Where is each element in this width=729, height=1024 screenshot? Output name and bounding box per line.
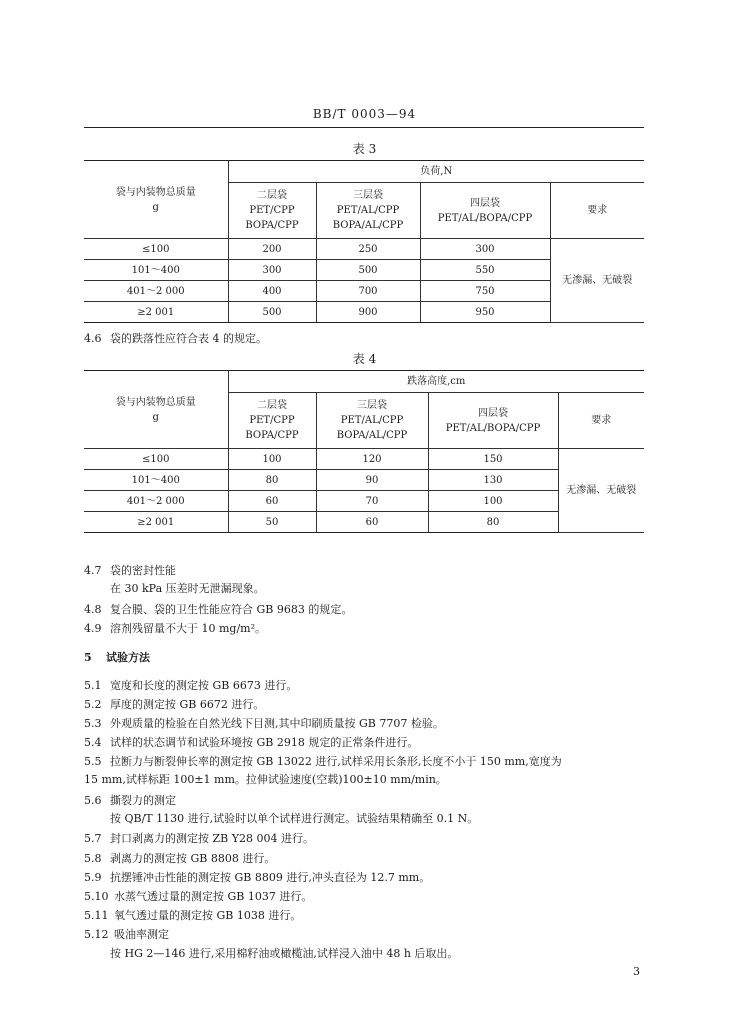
table-cell: 400 (228, 281, 316, 302)
clause-4-6: 4.6 袋的跌落性应符合表 4 的规定。 (84, 332, 267, 345)
clause-5-8: 5.8 剥离力的测定按 GB 8808 进行。 (84, 852, 276, 865)
table-cell: 300 (420, 239, 550, 260)
clause-5-5-cont: 15 mm,试样标距 100±1 mm。拉伸试验速度(空载)100±10 mm/min。 (84, 773, 447, 786)
table-cell: 401～2 000 (84, 281, 228, 302)
table-cell: 130 (428, 470, 558, 491)
table4-group-header: 跌落高度,cm (228, 371, 644, 393)
table-cell: 101～400 (84, 260, 228, 281)
table-cell: 150 (428, 449, 558, 470)
table4-caption: 表 4 (352, 352, 377, 366)
table4-row-header: 袋与内装物总质量 g (84, 371, 228, 449)
clause-5-11: 5.11 氧气透过量的测定按 GB 1038 进行。 (84, 909, 302, 922)
table-cell: ≥2 001 (84, 512, 228, 533)
table4 (84, 370, 644, 533)
clause-5-12-body: 按 HG 2—146 进行,采用棉籽油或橄榄油,试样浸入油中 48 h 后取出。 (110, 947, 459, 960)
clause-4-9: 4.9 溶剂残留量不大于 10 mg/m²。 (84, 622, 267, 635)
table3-group-header: 负荷,N (228, 161, 644, 183)
table-cell: ≤100 (84, 449, 228, 470)
section-5-title: 5 试验方法 (84, 651, 150, 664)
table4-col-two-layer: 二层袋 PET/CPP BOPA/CPP (228, 393, 316, 449)
table3-col-three-layer: 三层袋 PET/AL/CPP BOPA/AL/CPP (316, 183, 420, 239)
table-cell: 300 (228, 260, 316, 281)
table-cell: 50 (228, 512, 316, 533)
table-cell: 700 (316, 281, 420, 302)
clause-5-3: 5.3 外观质量的检验在自然光线下目测,其中印刷质量按 GB 7707 检验。 (84, 717, 444, 730)
clause-5-4: 5.4 试样的状态调节和试验环境按 GB 2918 规定的正常条件进行。 (84, 736, 419, 749)
clause-5-7: 5.7 封口剥离力的测定按 ZB Y28 004 进行。 (84, 832, 314, 845)
table-cell: 100 (228, 449, 316, 470)
table3 (84, 160, 644, 323)
table-cell: 80 (228, 470, 316, 491)
clause-4-7-body: 在 30 kPa 压差时无泄漏现象。 (110, 582, 265, 595)
table4-requirement: 无渗漏、无破裂 (558, 449, 644, 533)
clause-5-10: 5.10 水蒸气透过量的测定按 GB 1037 进行。 (84, 890, 313, 903)
clause-5-6: 5.6 撕裂力的测定 (84, 794, 176, 807)
table-cell: 950 (420, 302, 550, 323)
table-cell: 60 (316, 512, 428, 533)
table4-col-three-layer: 三层袋 PET/AL/CPP BOPA/AL/CPP (316, 393, 428, 449)
table3-req-header: 要求 (550, 183, 644, 239)
standard-code: BB/T 0003—94 (312, 107, 417, 121)
table-cell: 70 (316, 491, 428, 512)
clause-5-5: 5.5 拉断力与断裂伸长率的测定按 GB 13022 进行,试样采用长条形,长度不小于 150 mm,宽度为 (84, 755, 562, 768)
table-cell: 100 (428, 491, 558, 512)
clause-5-2: 5.2 厚度的测定按 GB 6672 进行。 (84, 698, 265, 711)
table-cell: 120 (316, 449, 428, 470)
header-rule (84, 127, 644, 128)
clause-4-8: 4.8 复合膜、袋的卫生性能应符合 GB 9683 的规定。 (84, 603, 353, 616)
table-cell: 750 (420, 281, 550, 302)
clause-4-7: 4.7 袋的密封性能 (84, 564, 176, 577)
table-cell: 900 (316, 302, 420, 323)
table3-col-two-layer: 二层袋 PET/CPP BOPA/CPP (228, 183, 316, 239)
table-cell: 101～400 (84, 470, 228, 491)
table-cell: 60 (228, 491, 316, 512)
table3-caption: 表 3 (352, 142, 377, 156)
table3-col-four-layer: 四层袋 PET/AL/BOPA/CPP (420, 183, 550, 239)
table3-requirement: 无渗漏、无破裂 (550, 239, 644, 323)
table-cell: 401～2 000 (84, 491, 228, 512)
table-cell: 500 (316, 260, 420, 281)
clause-5-6-body: 按 QB/T 1130 进行,试验时以单个试样进行测定。试验结果精确至 0.1 N。 (110, 812, 479, 825)
clause-5-9: 5.9 抗摆锤冲击性能的测定按 GB 8809 进行,冲头直径为 12.7 mm。 (84, 871, 431, 884)
table-cell: 500 (228, 302, 316, 323)
table-cell: 550 (420, 260, 550, 281)
table-cell: 90 (316, 470, 428, 491)
page-number: 3 (633, 965, 640, 978)
table4-req-header: 要求 (558, 393, 644, 449)
table-cell: ≥2 001 (84, 302, 228, 323)
table-cell: 250 (316, 239, 420, 260)
table4-col-four-layer: 四层袋 PET/AL/BOPA/CPP (428, 393, 558, 449)
clause-5-1: 5.1 宽度和长度的测定按 GB 6673 进行。 (84, 679, 298, 692)
table-cell: ≤100 (84, 239, 228, 260)
table-cell: 200 (228, 239, 316, 260)
table3-row-header: 袋与内装物总质量 g (84, 161, 228, 239)
clause-5-12: 5.12 吸油率测定 (84, 928, 169, 941)
table-cell: 80 (428, 512, 558, 533)
